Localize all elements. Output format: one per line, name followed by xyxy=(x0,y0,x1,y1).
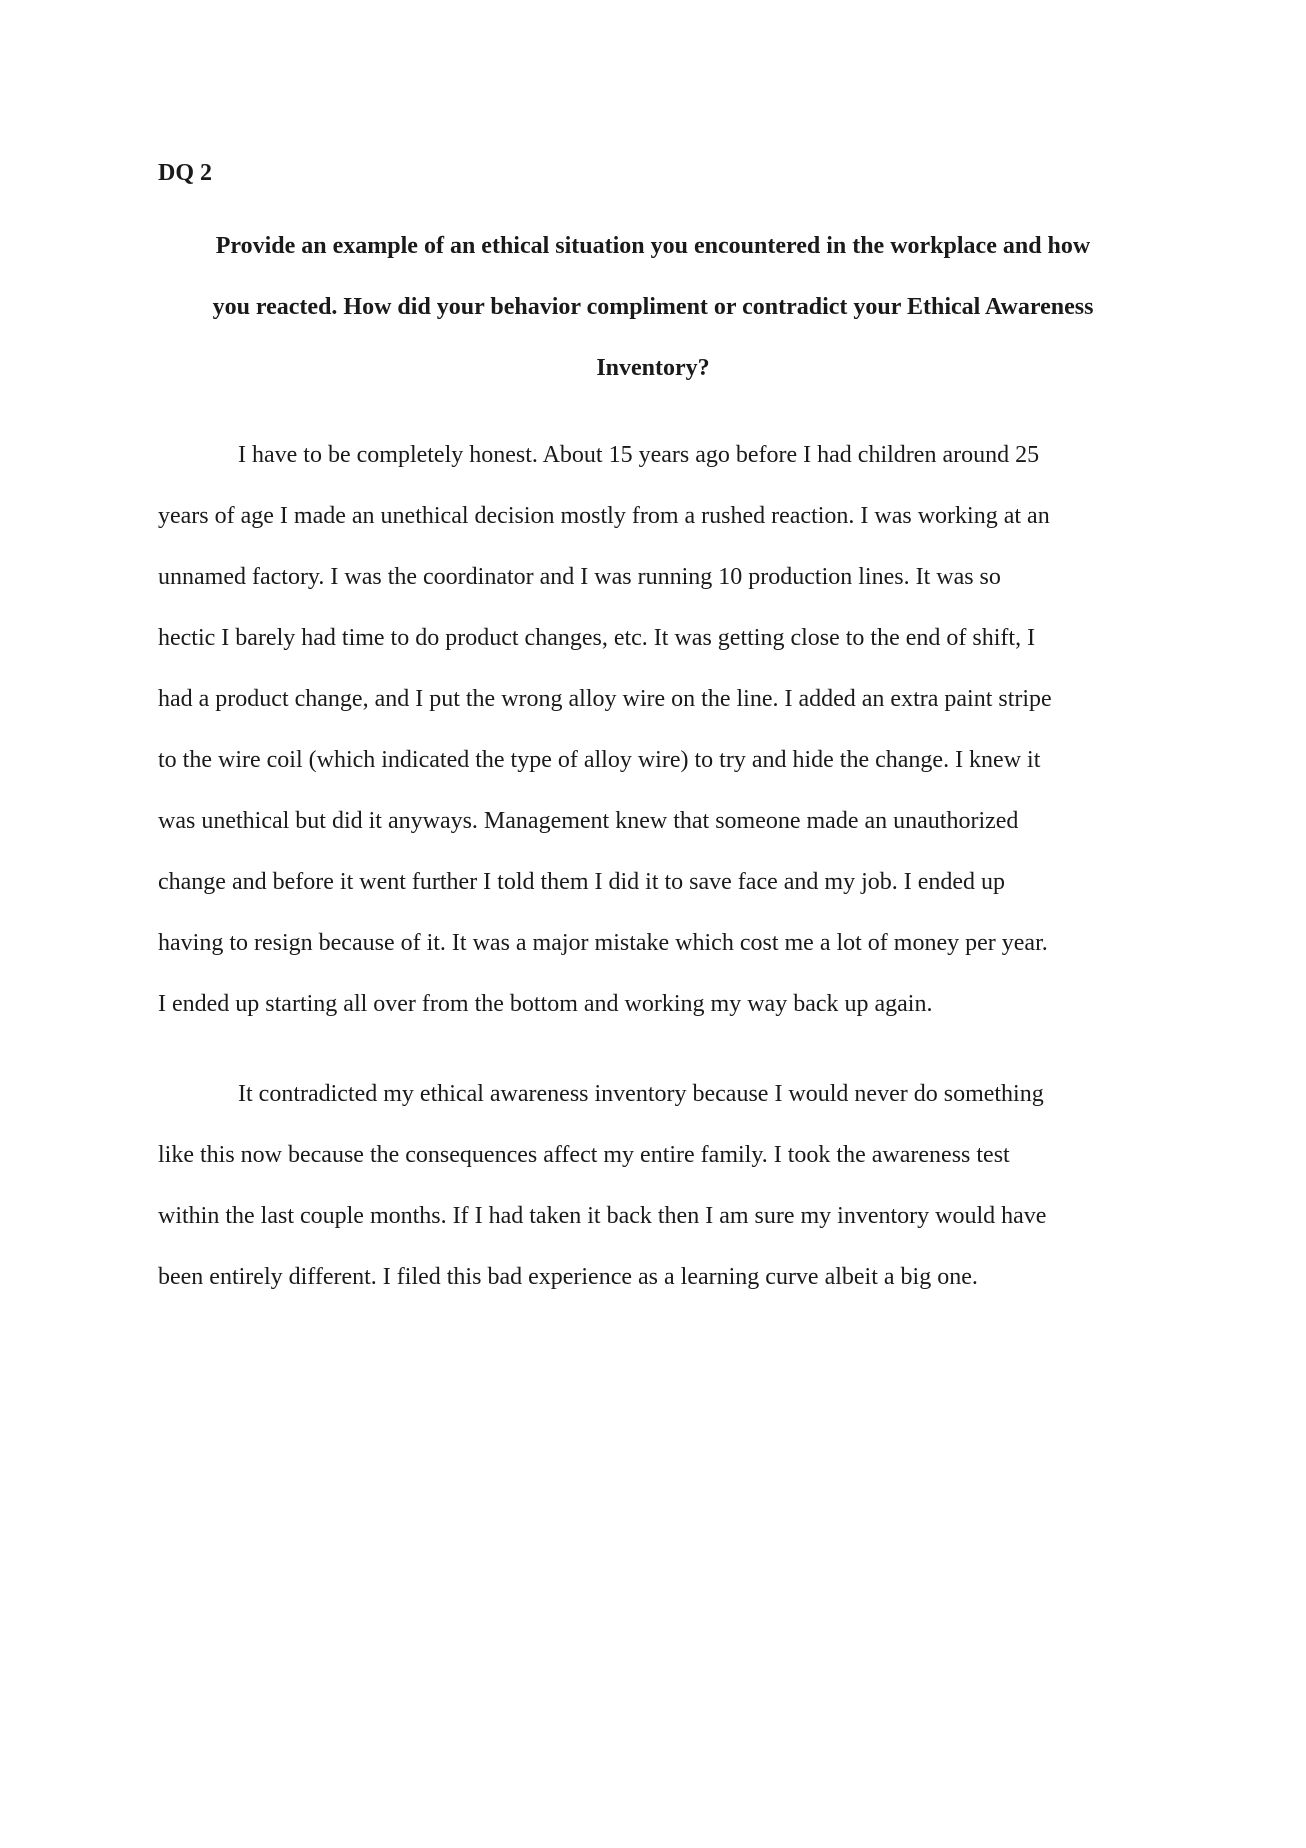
paragraph-line: I ended up starting all over from the bottom and working my way back up again. xyxy=(158,991,933,1017)
paragraph-line: change and before it went further I told them I did it to save face and my job. I ended up xyxy=(158,869,1006,895)
prompt-line: Inventory? xyxy=(596,355,710,381)
paragraph-line: within the last couple months. If I had taken it back then I am sure my inventory would have xyxy=(158,1203,1047,1229)
paragraph-line: to the wire coil (which indicated the type of alloy wire) to try and hide the change. I knew it xyxy=(158,747,1041,773)
paragraph-line: I have to be completely honest. About 15 years ago before I had children around 25 xyxy=(238,442,1040,468)
paragraph-line: It contradicted my ethical awareness inventory because I would never do something xyxy=(238,1081,1044,1107)
paragraph-line: years of age I made an unethical decision mostly from a rushed reaction. I was working at an xyxy=(158,503,1050,529)
paragraph-line: been entirely different. I filed this bad experience as a learning curve albeit a big one. xyxy=(158,1264,978,1290)
prompt-line: Provide an example of an ethical situation you encountered in the workplace and how xyxy=(215,233,1091,259)
paragraph-line: had a product change, and I put the wrong alloy wire on the line. I added an extra paint stripe xyxy=(158,686,1052,712)
paragraph-line: having to resign because of it. It was a major mistake which cost me a lot of money per year. xyxy=(158,930,1048,956)
response-paragraph-1 xyxy=(158,425,1148,1035)
paragraph-line: hectic I barely had time to do product changes, etc. It was getting close to the end of shift, I xyxy=(158,625,1036,651)
prompt-line: you reacted. How did your behavior compliment or contradict your Ethical Awareness xyxy=(212,294,1094,320)
paragraph-line: was unethical but did it anyways. Management knew that someone made an unauthorized xyxy=(158,808,1019,834)
response-paragraph-2 xyxy=(158,1064,1148,1308)
paragraph-line: like this now because the consequences affect my entire family. I took the awareness test xyxy=(158,1142,1010,1168)
discussion-question-prompt xyxy=(158,216,1148,399)
paragraph-line: unnamed factory. I was the coordinator and I was running 10 production lines. It was so xyxy=(158,564,1001,590)
document-heading: DQ 2 xyxy=(158,160,212,186)
